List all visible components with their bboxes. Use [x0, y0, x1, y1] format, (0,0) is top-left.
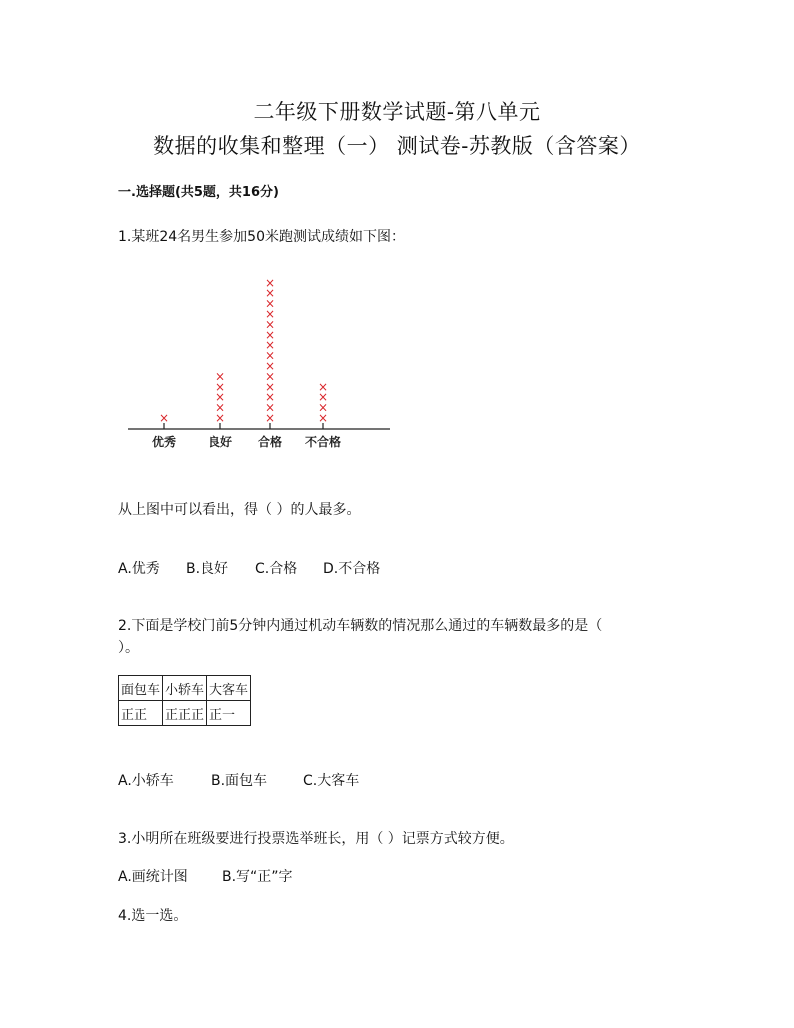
x-tick-label: 良好: [207, 435, 233, 449]
tally-cell: 正正正: [163, 701, 207, 726]
dot-plot-chart: [118, 262, 408, 462]
data-mark: ×: [264, 400, 276, 415]
q1-option-d[interactable]: D.不合格: [323, 561, 381, 577]
data-mark: ×: [264, 359, 276, 373]
q3-option-a[interactable]: A.画统计图: [118, 869, 188, 885]
q4-stem: 4.选一选。: [118, 908, 188, 924]
data-mark: ×: [264, 327, 276, 342]
document-title-line1: 二年级下册数学试题-第八单元: [253, 100, 541, 124]
data-mark: ×: [214, 411, 226, 425]
x-tick-label: 合格: [257, 435, 283, 449]
data-mark: ×: [264, 286, 276, 301]
tally-header-cell: 小轿车: [163, 676, 207, 701]
q1-options: [118, 558, 380, 578]
data-mark: ×: [264, 338, 276, 353]
data-mark: ×: [264, 390, 276, 405]
document-title-line2: 数据的收集和整理（一） 测试卷-苏教版（含答案）: [153, 134, 641, 158]
q2-option-b[interactable]: B.面包车: [211, 773, 268, 789]
q1-option-c[interactable]: C.合格: [255, 561, 298, 577]
q1-stem: 1.某班24名男生参加50米跑测试成绩如下图：: [118, 229, 405, 245]
data-mark: ×: [317, 411, 329, 425]
q2-option-c[interactable]: C.大客车: [303, 773, 360, 789]
q1-question: 从上图中可以看出，得（ ）的人最多。: [118, 502, 361, 518]
tally-header-cell: 面包车: [119, 676, 163, 701]
tally-header-row: [119, 676, 251, 701]
x-tick-label: 优秀: [151, 435, 177, 449]
data-mark: ×: [214, 379, 226, 394]
tally-header-cell: 大客车: [207, 676, 251, 701]
data-mark: ×: [214, 400, 226, 415]
data-mark: ×: [264, 296, 276, 311]
q3-option-b[interactable]: B.写“正”字: [222, 869, 293, 885]
data-mark: ×: [264, 307, 276, 321]
q3-stem: 3.小明所在班级要进行投票选举班长，用（ ）记票方式较方便。: [118, 831, 514, 847]
q2-stem-line2: ）。: [118, 640, 139, 656]
data-mark: ×: [214, 369, 226, 384]
q2-option-a[interactable]: A.小轿车: [118, 773, 174, 789]
data-mark: ×: [317, 390, 329, 405]
section-heading: 一.选择题(共5题，共16分): [118, 185, 279, 200]
q3-options: [118, 866, 293, 886]
data-mark: ×: [264, 317, 276, 332]
data-mark: ×: [317, 400, 329, 415]
data-mark: ×: [264, 275, 276, 290]
data-mark: ×: [317, 379, 329, 394]
data-mark: ×: [264, 348, 276, 363]
q1-option-b[interactable]: B.良好: [186, 561, 229, 577]
data-mark: ×: [264, 411, 276, 425]
tally-cell: 正一: [207, 701, 251, 726]
data-mark: ×: [214, 390, 226, 405]
x-tick-label: 不合格: [304, 435, 342, 449]
data-mark: ×: [264, 369, 276, 384]
tally-cell: 正正: [119, 701, 163, 726]
data-mark: ×: [264, 379, 276, 394]
q2-stem-line1: 2.下面是学校门前5分钟内通过机动车辆数的情况那么通过的车辆数最多的是（: [118, 618, 603, 634]
tally-table: [118, 675, 251, 726]
q1-option-a[interactable]: A.优秀: [118, 561, 160, 577]
tally-data-row: [119, 701, 251, 726]
q2-options: [118, 770, 359, 790]
data-mark: ×: [158, 411, 170, 425]
